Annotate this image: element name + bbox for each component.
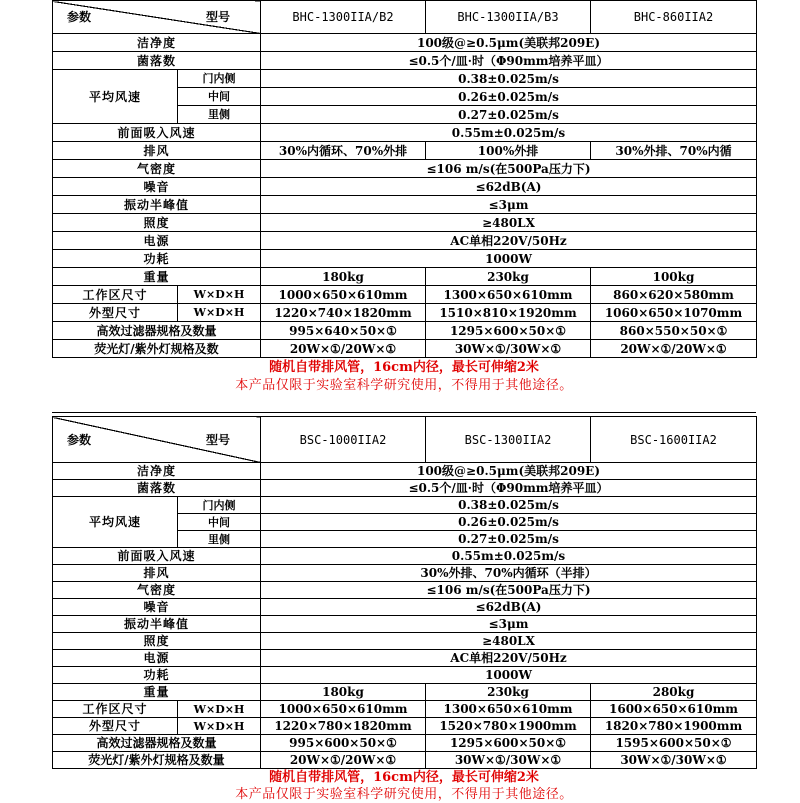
work-size-value: 1600×650×610mm	[591, 701, 757, 718]
row-label-hepa: 高效过滤器规格及数量	[53, 735, 261, 752]
row-label-power-supply: 电源	[53, 232, 261, 250]
notice-lab-use-only: 本产品仅限于实验室科学研究使用，不得用于其他途径。	[235, 378, 573, 393]
row-label-exhaust: 排风	[53, 142, 261, 160]
weight-value: 230kg	[426, 268, 591, 286]
row-label-weight: 重量	[53, 268, 261, 286]
airflow-sub-label: 中间	[178, 88, 261, 106]
row-label-cleanliness: 洁净度	[53, 34, 261, 52]
model-name: BHC-1300IIA/B3	[426, 1, 591, 34]
row-label-colony: 菌落数	[53, 52, 261, 70]
outer-size-value: 1220×740×1820mm	[261, 304, 426, 322]
model-name: BSC-1300IIA2	[426, 417, 591, 463]
row-label-noise: 噪音	[53, 599, 261, 616]
weight-value: 180kg	[261, 684, 426, 701]
model-name: BHC-860IIA2	[591, 1, 757, 34]
lamp-value: 30W×①/30W×①	[426, 340, 591, 358]
power-supply-value: AC单相220V/50Hz	[261, 650, 757, 667]
work-size-unit: W×D×H	[178, 286, 261, 304]
row-label-airflow: 平均风速	[53, 497, 178, 548]
lamp-value: 30W×①/30W×①	[591, 752, 757, 769]
row-label-airflow: 平均风速	[53, 70, 178, 124]
hepa-value: 995×640×50×①	[261, 322, 426, 340]
weight-value: 230kg	[426, 684, 591, 701]
row-label-work-size: 工作区尺寸	[53, 286, 178, 304]
work-size-value: 1300×650×610mm	[426, 701, 591, 718]
row-label-front-suction: 前面吸入风速	[53, 124, 261, 142]
hepa-value: 1295×600×50×①	[426, 322, 591, 340]
row-label-vibration: 振动半峰值	[53, 196, 261, 214]
weight-value: 280kg	[591, 684, 757, 701]
airflow-sub-label: 中间	[178, 514, 261, 531]
illumination-value: ≥480LX	[261, 633, 757, 650]
airflow-sub-label: 门内侧	[178, 70, 261, 88]
outer-size-value: 1520×780×1900mm	[426, 718, 591, 735]
cleanliness-value: 100级@≥0.5μm(美联邦209E)	[261, 463, 757, 480]
outer-size-value: 1060×650×1070mm	[591, 304, 757, 322]
spec-sheet-2	[52, 416, 756, 803]
exhaust-value: 30%外排、70%内循环（半排）	[261, 565, 757, 582]
outer-size-value: 1510×810×1920mm	[426, 304, 591, 322]
row-label-cleanliness: 洁净度	[53, 463, 261, 480]
airflow-sub-label: 里侧	[178, 106, 261, 124]
exhaust-value: 100%外排	[426, 142, 591, 160]
row-label-lamp: 荧光灯/紫外灯规格及数	[53, 340, 261, 358]
notice-exhaust-pipe: 随机自带排风管，16cm内径，最长可伸缩2米	[269, 770, 539, 785]
row-label-power-supply: 电源	[53, 650, 261, 667]
illumination-value: ≥480LX	[261, 214, 757, 232]
param-label: 参数	[67, 10, 92, 24]
outer-size-unit: W×D×H	[178, 304, 261, 322]
row-label-power: 功耗	[53, 250, 261, 268]
row-label-illumination: 照度	[53, 214, 261, 232]
work-size-value: 860×620×580mm	[591, 286, 757, 304]
row-label-front-suction: 前面吸入风速	[53, 548, 261, 565]
front-suction-value: 0.55m±0.025m/s	[261, 124, 757, 142]
cleanliness-value: 100级@≥0.5μm(美联邦209E)	[261, 34, 757, 52]
hepa-value: 1295×600×50×①	[426, 735, 591, 752]
notice-exhaust-pipe: 随机自带排风管，16cm内径，最长可伸缩2米	[269, 360, 539, 375]
row-label-airtightness: 气密度	[53, 160, 261, 178]
model-label: 型号	[205, 432, 230, 447]
noise-value: ≤62dB(A)	[261, 178, 757, 196]
row-label-noise: 噪音	[53, 178, 261, 196]
row-label-outer-size: 外型尺寸	[53, 304, 178, 322]
vibration-value: ≤3μm	[261, 616, 757, 633]
lamp-value: 30W×①/30W×①	[426, 752, 591, 769]
row-label-power: 功耗	[53, 667, 261, 684]
weight-value: 100kg	[591, 268, 757, 286]
spec-table-2	[52, 416, 757, 769]
row-label-vibration: 振动半峰值	[53, 616, 261, 633]
header-param-model-cell	[53, 417, 261, 463]
airflow-value: 0.26±0.025m/s	[261, 514, 757, 531]
exhaust-value: 30%外排、70%内循	[591, 142, 757, 160]
work-size-value: 1000×650×610mm	[261, 286, 426, 304]
outer-size-value: 1220×780×1820mm	[261, 718, 426, 735]
airflow-value: 0.38±0.025m/s	[261, 70, 757, 88]
row-label-colony: 菌落数	[53, 480, 261, 497]
section-divider	[52, 412, 756, 413]
row-label-lamp: 荧光灯/紫外灯规格及数量	[53, 752, 261, 769]
power-value: 1000W	[261, 667, 757, 684]
hepa-value: 860×550×50×①	[591, 322, 757, 340]
lamp-value: 20W×①/20W×①	[261, 752, 426, 769]
colony-value: ≤0.5个/皿·时（Φ90mm培养平皿）	[261, 480, 757, 497]
exhaust-value: 30%内循环、70%外排	[261, 142, 426, 160]
header-param-model-cell	[53, 1, 261, 34]
outer-size-value: 1820×780×1900mm	[591, 718, 757, 735]
hepa-value: 995×600×50×①	[261, 735, 426, 752]
airflow-value: 0.27±0.025m/s	[261, 106, 757, 124]
power-supply-value: AC单相220V/50Hz	[261, 232, 757, 250]
airflow-value: 0.38±0.025m/s	[261, 497, 757, 514]
noise-value: ≤62dB(A)	[261, 599, 757, 616]
row-label-work-size: 工作区尺寸	[53, 701, 178, 718]
lamp-value: 20W×①/20W×①	[591, 340, 757, 358]
param-label: 参数	[67, 432, 92, 447]
airflow-sub-label: 里侧	[178, 531, 261, 548]
airflow-sub-label: 门内侧	[178, 497, 261, 514]
row-label-illumination: 照度	[53, 633, 261, 650]
model-name: BSC-1600IIA2	[591, 417, 757, 463]
work-size-value: 1300×650×610mm	[426, 286, 591, 304]
lamp-value: 20W×①/20W×①	[261, 340, 426, 358]
front-suction-value: 0.55m±0.025m/s	[261, 548, 757, 565]
spec-sheet-1	[52, 0, 756, 394]
notice-lab-use-only: 本产品仅限于实验室科学研究使用，不得用于其他途径。	[235, 787, 573, 802]
airflow-value: 0.27±0.025m/s	[261, 531, 757, 548]
work-size-value: 1000×650×610mm	[261, 701, 426, 718]
row-label-airtightness: 气密度	[53, 582, 261, 599]
spec-table-1	[52, 0, 757, 358]
power-value: 1000W	[261, 250, 757, 268]
airtightness-value: ≤106 m/s(在500Pa压力下)	[261, 160, 757, 178]
outer-size-unit: W×D×H	[178, 718, 261, 735]
airtightness-value: ≤106 m/s(在500Pa压力下)	[261, 582, 757, 599]
row-label-weight: 重量	[53, 684, 261, 701]
weight-value: 180kg	[261, 268, 426, 286]
hepa-value: 1595×600×50×①	[591, 735, 757, 752]
colony-value: ≤0.5个/皿·时（Φ90mm培养平皿）	[261, 52, 757, 70]
work-size-unit: W×D×H	[178, 701, 261, 718]
row-label-outer-size: 外型尺寸	[53, 718, 178, 735]
row-label-hepa: 高效过滤器规格及数量	[53, 322, 261, 340]
model-name: BHC-1300IIA/B2	[261, 1, 426, 34]
model-label: 型号	[205, 10, 230, 24]
airflow-value: 0.26±0.025m/s	[261, 88, 757, 106]
model-name: BSC-1000IIA2	[261, 417, 426, 463]
row-label-exhaust: 排风	[53, 565, 261, 582]
vibration-value: ≤3μm	[261, 196, 757, 214]
